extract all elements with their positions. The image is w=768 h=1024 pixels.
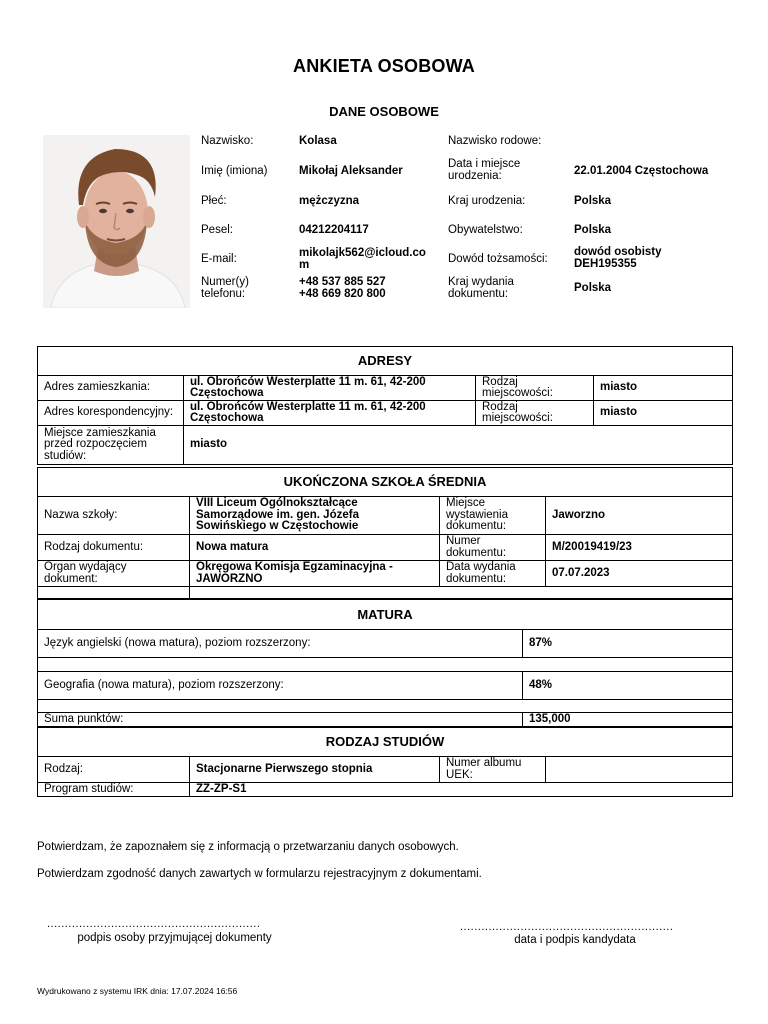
residence-locality-type-label: Rodzaj miejscowości: [476,376,594,401]
issuer-value: Okręgowa Komisja Egzaminacyjna - JAWORZNO [190,561,440,587]
empty-cell [38,587,190,599]
phone-value: +48 537 885 527 +48 669 820 800 [299,276,386,300]
birth-label: Data i miejsce urodzenia: [448,158,521,182]
school-name-label: Nazwa szkoły: [38,497,190,535]
surname-label: Nazwisko: [201,135,254,147]
section-personal-title: DANE OSOBOWE [329,104,439,119]
study-type-value: Stacjonarne Pierwszego stopnia [190,757,440,783]
issuer-label: Organ wydający dokument: [38,561,190,587]
issue-date-value: 07.07.2023 [546,561,733,587]
spacer-row [38,658,733,672]
maiden-name-label: Nazwisko rodowe: [448,135,542,147]
first-name-label: Imię (imiona) [201,165,268,177]
signature-line-right: ............................................................ [460,921,674,933]
first-name-value: Mikołaj Aleksander [299,165,403,177]
addresses-table [37,346,733,465]
previous-residence-value: miasto [184,426,733,465]
print-footer: Wydrukowano z systemu IRK dnia: 17.07.2024 16:56 [37,986,238,996]
sex-label: Płeć: [201,195,227,207]
birth-value: 22.01.2004 Częstochowa [574,165,709,177]
school-table [37,467,733,599]
issue-country-value: Polska [574,282,612,294]
email-value: mikolajk562@icloud.co m [299,247,426,271]
program-value: ZZ-ZP-S1 [190,783,733,797]
issue-date-label: Data wydania dokumentu: [440,561,546,587]
matura-table [37,599,733,727]
study-type-label: Rodzaj: [38,757,190,783]
confirmation-data-accuracy: Potwierdzam zgodność danych zawartych w formularzu rejestracyjnym z dokumentami. [37,868,482,880]
document-title: ANKIETA OSOBOWA [293,56,475,76]
candidate-photo [43,135,190,308]
id-document-value: dowód osobisty DEH195355 [574,246,662,270]
issue-place-label: Miejsce wystawienia dokumentu: [440,497,546,535]
sex-value: mężczyzna [299,195,360,207]
signature-caption-right: data i podpis kandydata [514,934,636,946]
studies-table [37,727,733,797]
correspondence-address-label: Adres korespondencyjny: [38,401,184,426]
album-number-label: Numer albumu UEK: [440,757,546,783]
spacer-row [38,700,733,713]
issue-country-label: Kraj wydania dokumentu: [448,276,514,300]
doc-type-label: Rodzaj dokumentu: [38,535,190,561]
residence-address-value: ul. Obrońców Westerplatte 11 m. 61, 42-200 Częstochowa [184,376,476,401]
previous-residence-label: Miejsce zamieszkania przed rozpoczęciem studiów: [38,426,184,465]
school-name-value: VIII Liceum Ogólnokształcące Samorządowe im. gen. Józefa Sowińskiego w Częstochowie [190,497,440,535]
correspondence-locality-type-value: miasto [594,401,733,426]
birth-country-value: Polska [574,195,612,207]
confirmation-data-processing: Potwierdzam, że zapoznałem się z informacją o przetwarzaniu danych osobowych. [37,841,459,853]
subject-english-score: 87% [523,630,733,658]
signature-caption-left: podpis osoby przyjmującej dokumenty [77,932,272,944]
school-header: UKOŃCZONA SZKOŁA ŚREDNIA [38,468,733,497]
pesel-value: 04212204117 [299,224,369,236]
issue-place-value: Jaworzno [546,497,733,535]
doc-number-value: M/20019419/23 [546,535,733,561]
addresses-header: ADRESY [38,347,733,376]
doc-number-label: Numer dokumentu: [440,535,546,561]
subject-english-label: Język angielski (nowa matura), poziom rozszerzony: [38,630,523,658]
id-document-label: Dowód tożsamości: [448,253,548,265]
residence-locality-type-value: miasto [594,376,733,401]
correspondence-locality-type-label: Rodzaj miejscowości: [476,401,594,426]
signature-line-left: ............................................................ [47,918,261,930]
empty-cell [190,587,733,599]
doc-type-value: Nowa matura [190,535,440,561]
pesel-label: Pesel: [201,224,233,236]
phone-label: Numer(y) telefonu: [201,276,249,300]
correspondence-address-value: ul. Obrońców Westerplatte 11 m. 61, 42-200 Częstochowa [184,401,476,426]
surname-value: Kolasa [299,135,337,147]
citizenship-label: Obywatelstwo: [448,224,523,236]
points-sum-value: 135,000 [523,713,733,727]
album-number-value [546,757,733,783]
citizenship-value: Polska [574,224,612,236]
email-label: E-mail: [201,253,237,265]
matura-header: MATURA [38,600,733,630]
subject-geography-label: Geografia (nowa matura), poziom rozszerzony: [38,672,523,700]
birth-country-label: Kraj urodzenia: [448,195,526,207]
points-sum-label: Suma punktów: [38,713,523,727]
studies-header: RODZAJ STUDIÓW [38,728,733,757]
residence-address-label: Adres zamieszkania: [38,376,184,401]
subject-geography-score: 48% [523,672,733,700]
program-label: Program studiów: [38,783,190,797]
